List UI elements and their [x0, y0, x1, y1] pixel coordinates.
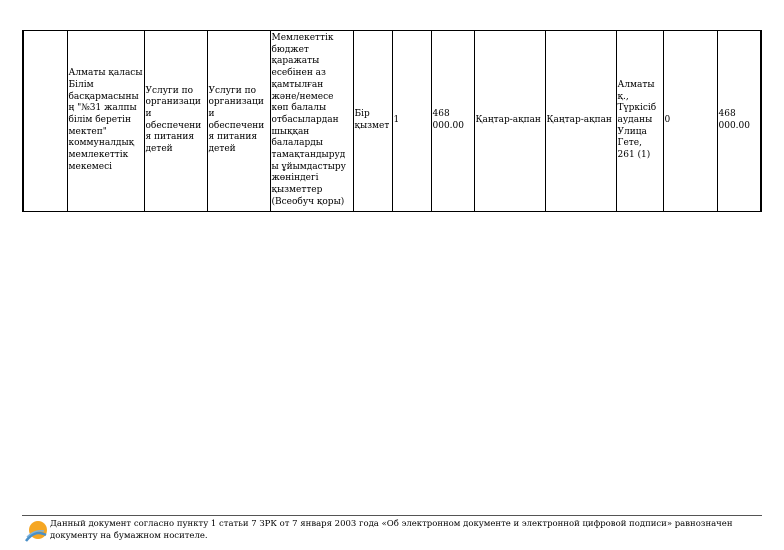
cell-service-name: Услуги по организации обеспечения питания детей: [144, 31, 207, 212]
cell-period-end: Қаңтар-ақпан: [545, 31, 616, 212]
table-row: [23, 31, 761, 212]
cell-customer: Алматы қаласы Білім басқармасының "№31 жалпы білім беретін мектеп" коммуналдық мемлекеттік мекемесі: [67, 31, 144, 212]
egov-sun-logo-icon: [24, 519, 48, 543]
cell-quantity: 1: [392, 31, 431, 212]
cell-unit: Бір қызмет: [353, 31, 392, 212]
cell-delivery-address: Алматы қ., Түркісіб ауданы Улица Гете, 261 (1): [616, 31, 663, 212]
procurement-table: [22, 30, 762, 212]
cell-service-description: Услуги по организации обеспечения питания детей: [207, 31, 270, 212]
cell-number: [23, 31, 67, 212]
cell-period-start: Қаңтар-ақпан: [474, 31, 545, 212]
footer-disclaimer: Данный документ согласно пункту 1 статьи 7 ЗРК от 7 января 2003 года «Об электронном документе и электронной цифровой подписи» равнозначен документу на бумажном носителе.: [50, 519, 733, 541]
cell-advance: 0: [663, 31, 717, 212]
cell-service-details: Мемлекеттік бюджет қаражаты есебінен аз қамтылған және/немесе көп балалы отбасылардан шыққан балаларды тамақтандыруды ұйымдастыру жөніндегі қызметтер (Всеобуч қоры): [270, 31, 353, 212]
document-footer: [22, 515, 762, 542]
cell-price: 468 000.00: [431, 31, 474, 212]
cell-total: 468 000.00: [717, 31, 761, 212]
